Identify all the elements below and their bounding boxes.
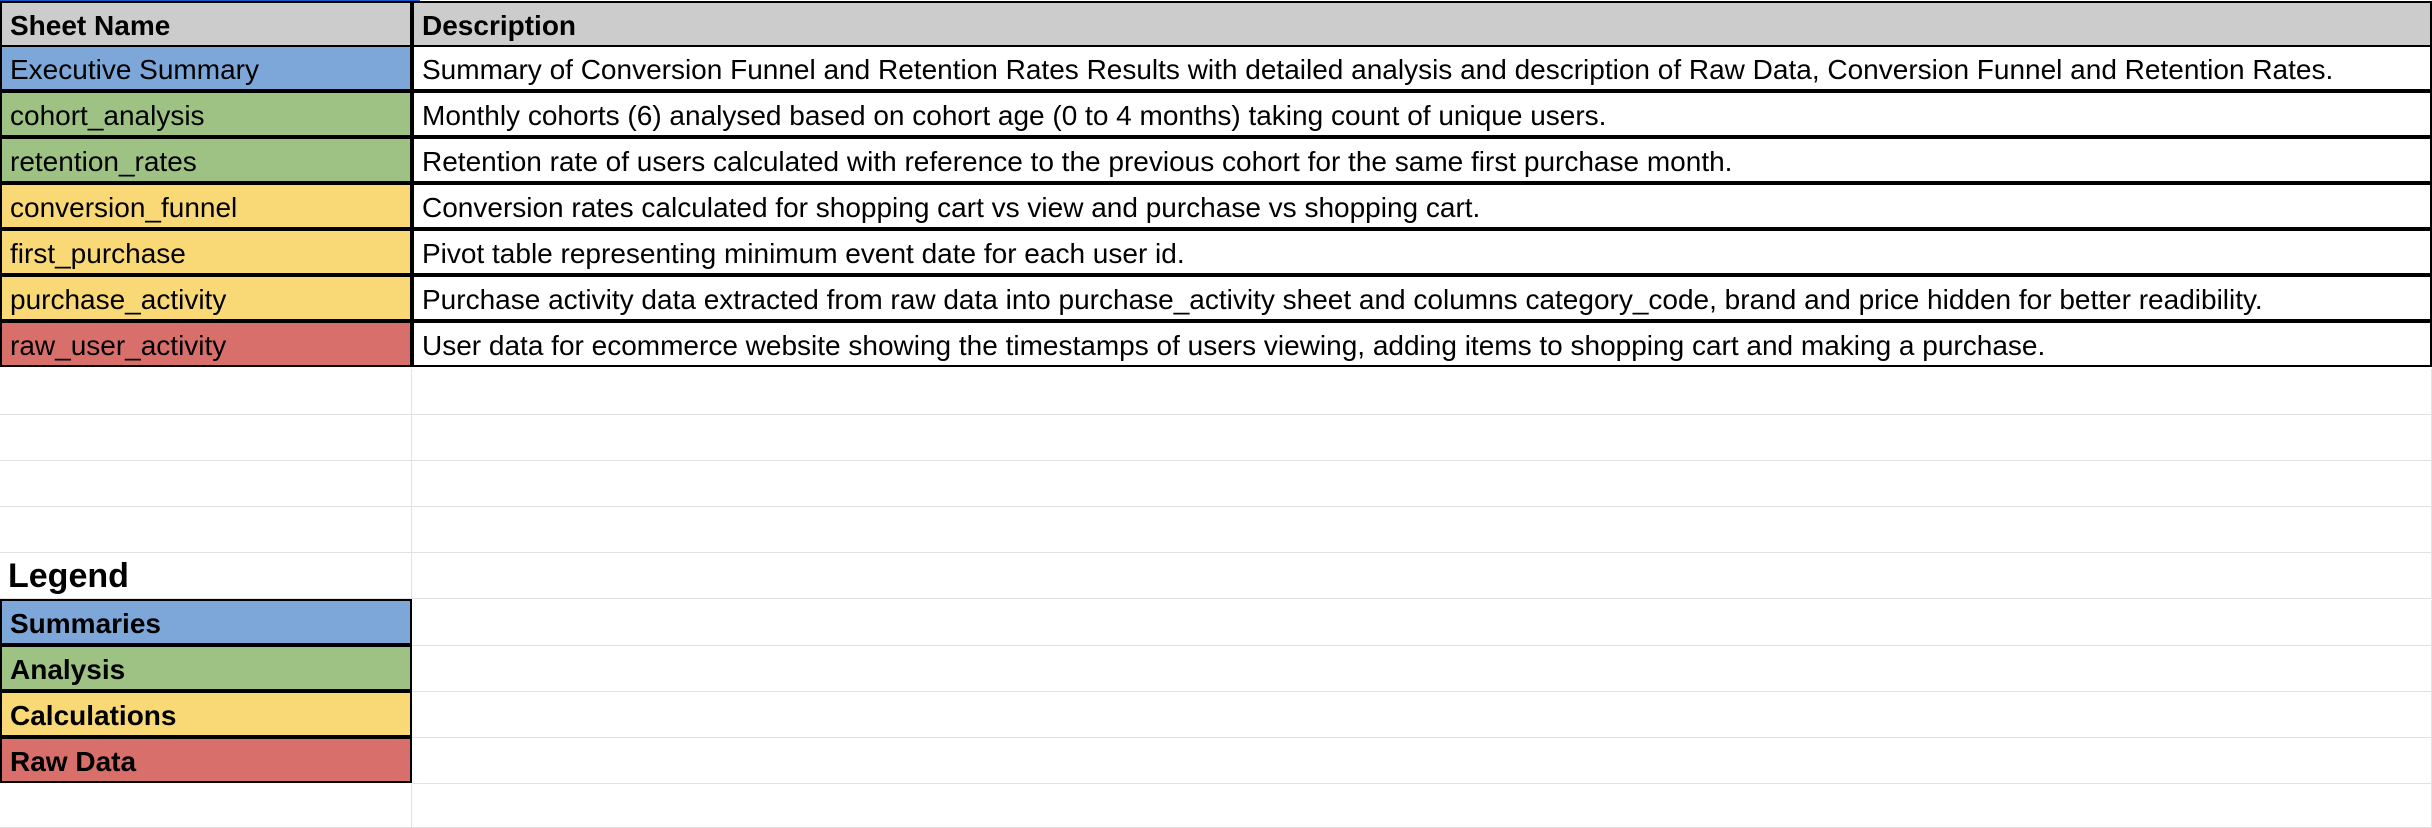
- empty-cell[interactable]: [412, 738, 2432, 784]
- empty-cell[interactable]: [0, 369, 412, 415]
- empty-cell[interactable]: [412, 784, 2432, 828]
- empty-row: [0, 461, 2432, 507]
- legend-row: [0, 646, 2432, 692]
- legend-row: [0, 600, 2432, 646]
- table-row: [0, 276, 2432, 322]
- empty-cell[interactable]: [412, 600, 2432, 646]
- header-row: [0, 0, 2432, 46]
- empty-cell[interactable]: [412, 415, 2432, 461]
- description-cell[interactable]: Pivot table representing minimum event date for each user id.: [412, 229, 2432, 275]
- legend-analysis[interactable]: Analysis: [0, 645, 412, 691]
- empty-cell[interactable]: [0, 507, 412, 553]
- sheet-name-cell[interactable]: purchase_activity: [0, 275, 412, 321]
- description-cell[interactable]: Monthly cohorts (6) analysed based on cohort age (0 to 4 months) taking count of unique users.: [412, 91, 2432, 137]
- sheet-name-cell[interactable]: cohort_analysis: [0, 91, 412, 137]
- description-cell[interactable]: Summary of Conversion Funnel and Retention Rates Results with detailed analysis and description of Raw Data, Conversion Funnel and Retention Rates.: [412, 45, 2432, 91]
- empty-cell[interactable]: [412, 507, 2432, 553]
- legend-title-row: [0, 553, 2432, 599]
- table-row: [0, 92, 2432, 138]
- sheet-name-cell[interactable]: conversion_funnel: [0, 183, 412, 229]
- description-cell[interactable]: Purchase activity data extracted from raw data into purchase_activity sheet and columns category_code, brand and price hidden for better readibility.: [412, 275, 2432, 321]
- legend-row: [0, 738, 2432, 784]
- table-row: [0, 230, 2432, 276]
- description-cell[interactable]: Retention rate of users calculated with reference to the previous cohort for the same first purchase month.: [412, 137, 2432, 183]
- legend-title[interactable]: Legend: [0, 553, 412, 599]
- empty-cell[interactable]: [412, 369, 2432, 415]
- sheet-name-cell[interactable]: first_purchase: [0, 229, 412, 275]
- legend-calculations[interactable]: Calculations: [0, 691, 412, 737]
- empty-row: [0, 415, 2432, 461]
- legend-raw-data[interactable]: Raw Data: [0, 737, 412, 783]
- empty-row: [0, 507, 2432, 553]
- empty-cell[interactable]: [412, 646, 2432, 692]
- table-row: [0, 322, 2432, 368]
- legend-summaries[interactable]: Summaries: [0, 599, 412, 645]
- legend-row: [0, 692, 2432, 738]
- header-description[interactable]: Description: [412, 1, 2432, 47]
- empty-row: [0, 784, 2432, 828]
- empty-cell[interactable]: [412, 692, 2432, 738]
- sheet-name-cell[interactable]: retention_rates: [0, 137, 412, 183]
- empty-cell[interactable]: [412, 553, 2432, 599]
- empty-cell[interactable]: [412, 461, 2432, 507]
- empty-row: [0, 369, 2432, 415]
- description-cell[interactable]: User data for ecommerce website showing the timestamps of users viewing, adding items to shopping cart and making a purchase.: [412, 321, 2432, 367]
- table-row: [0, 138, 2432, 184]
- header-sheet-name[interactable]: Sheet Name: [0, 1, 412, 47]
- empty-cell[interactable]: [0, 784, 412, 828]
- empty-cell[interactable]: [0, 415, 412, 461]
- table-row: [0, 184, 2432, 230]
- sheet-name-cell[interactable]: Executive Summary: [0, 45, 412, 91]
- description-cell[interactable]: Conversion rates calculated for shopping cart vs view and purchase vs shopping cart.: [412, 183, 2432, 229]
- table-row: [0, 46, 2432, 92]
- sheet-name-cell[interactable]: raw_user_activity: [0, 321, 412, 367]
- empty-cell[interactable]: [0, 461, 412, 507]
